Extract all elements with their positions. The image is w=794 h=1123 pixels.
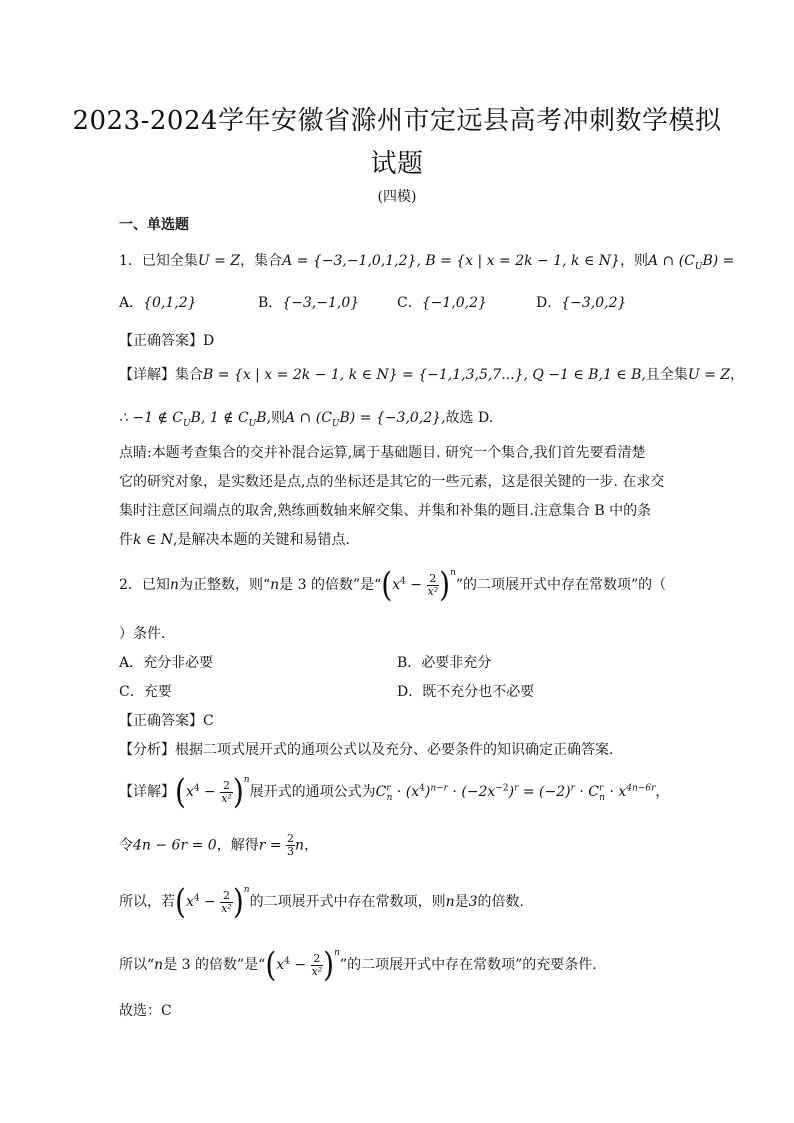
q2-line-conclusion2: 所以“n是 3 的倍数”是“($x^4$ − $\frac{2}{\text{x²}}$ )$^n$”的二项展开式中存在常数项”的充要条件. [119, 944, 597, 985]
q2-stem: 2．已知n为正整数，则“n是 3 的倍数”是“($x^4$ − $\frac{2}{\text{x²}}$ )$^n$”的二项展开式中存在常数项”的（ [119, 564, 667, 605]
q1-detail-line1: 【详解】集合B = {x | x = 2k − 1, k ∈ N} = {−1,1,3,5,7...}, Q −1 ∈ B,1 ∈ B,且全集U = Z， [119, 367, 745, 383]
q1-comment-line2: 它的研究对象，是实数还是点,点的坐标还是其它的一些元素，这是很关键的一步. 在求交 [119, 474, 665, 490]
q1-stem: 1．已知全集U = Z，集合A = {−3,−1,0,1,2}, B = {x | x = 2k − 1, k ∈ N}，则A ∩ $(C_UB)$ = [119, 253, 735, 272]
q1-detail-line2: ∴ −1 ∉ $C_UB$, 1 ∉ $C_UB$,则A ∩ $(C_UB) = \{-3,0,2\}$,故选 D. [119, 410, 494, 429]
q1-option-c: C．{−1,0,2} [397, 295, 487, 311]
page-title: 2023-2024学年安徽省滁州市定远县高考冲刺数学模拟 [72, 106, 722, 136]
q2-option-a: A．充分非必要 [119, 655, 214, 671]
q2-line-conclusion1: 所以，若($x^4$ − $\frac{2}{\text{x²}}$ )$^n$的二项展开式中存在常数项，则n是3的倍数. [119, 881, 524, 922]
q1-answer: 【正确答案】D [119, 333, 215, 349]
page-subtitle: (四模) [377, 189, 417, 205]
q2-analysis: 【分析】根据二项式展开式的通项公式以及充分、必要条件的知识确定正确答案. [119, 742, 614, 758]
q1-comment-line1: 点睛:本题考查集合的交并补混合运算,属于基础题目. 研究一个集合,我们首先要看清楚 [119, 445, 646, 461]
q1-comment-line4: 件k ∈ N,是解决本题的关键和易错点. [119, 532, 350, 548]
q2-stem-continued: ）条件. [119, 626, 166, 642]
q2-option-b: B．必要非充分 [397, 655, 492, 671]
q2-detail-formula: 【详解】($x^4$ − $\frac{2}{\text{x²}}$ )$^n$展开式的通项公式为$C^r_n \cdot (x^4)^{n-r} \cdot (-2x^{-2})^r = (-2)^r \cdot C^r_n \cdot x^{4n-6r}$， [119, 771, 670, 812]
q2-final-answer: 故选：C [119, 1003, 172, 1019]
q1-option-a: A．{0,1,2} [119, 295, 197, 311]
q1-option-b: B．{−3,−1,0} [258, 295, 360, 311]
q1-comment-line3: 集时注意区间端点的取舍,熟练画数轴来解交集、并集和补集的题目.注意集合 B 中的条 [119, 503, 652, 519]
section-heading: 一、单选题 [119, 217, 189, 233]
q2-line-solve: 令4n − 6r = 0，解得r = $\frac{2}{3}$ n， [119, 832, 319, 858]
q2-option-d: D．既不充分也不必要 [397, 684, 535, 700]
q2-answer: 【正确答案】C [119, 713, 214, 729]
page-title-continued: 试题 [370, 149, 424, 179]
q2-option-c: C．充要 [119, 684, 172, 700]
q1-option-d: D．{−3,0,2} [536, 295, 627, 311]
